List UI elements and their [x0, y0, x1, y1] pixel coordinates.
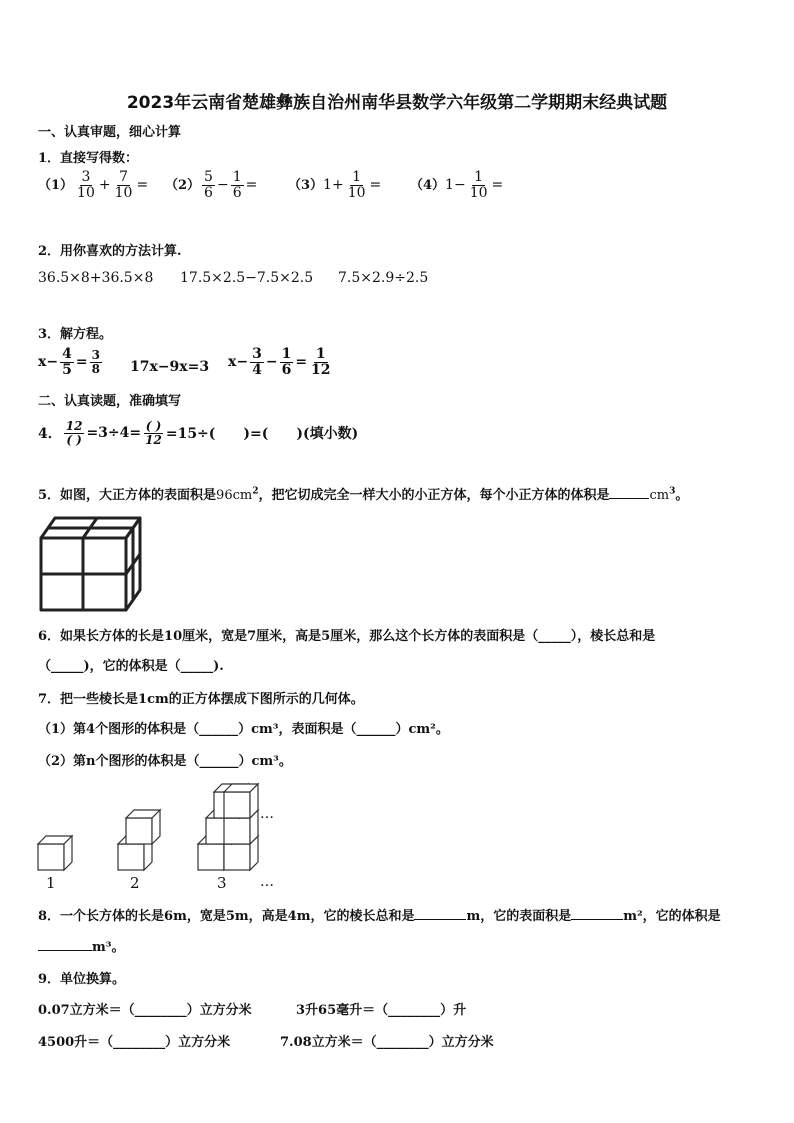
question-6-line-2: （_____)，它的体积是（_____). — [38, 659, 224, 674]
figure-label-1: 1 — [46, 874, 56, 892]
q2-expr-2: 17.5×2.5−7.5×2.5 — [180, 270, 314, 286]
section-heading-2: 二、认真读题，准确填写 — [38, 394, 182, 409]
figure-label-more: … — [260, 874, 274, 890]
figure-label-2: 2 — [130, 874, 140, 892]
q1-item-1: （1） $\frac{3}{10}$ + $\frac{7}{10}$ = — [38, 169, 149, 201]
question-7-line-1: 7．把一些棱长是1cm的正方体摆成下图所示的几何体。 — [38, 692, 364, 707]
stacked-cubes-figure — [36, 774, 286, 874]
question-2-label: 2．用你喜欢的方法计算. — [38, 244, 182, 259]
question-5: 5．如图，大正方体的表面积是$96cm^2$，把它切成完全一样大小的小正方体，每个小正方体的体积是 $cm^3$。 — [38, 486, 689, 503]
figure-label-3: 3 — [217, 874, 227, 892]
q9-conversion-4: 7.08立方米＝（________）立方分米 — [280, 1035, 494, 1050]
cube-figure — [36, 512, 146, 616]
question-4: 4． $\frac{12}{( )}$ =3÷4= $\frac{( )}{12}$ =15÷( )=( )(填小数) — [38, 419, 359, 447]
q2-expr-3: 7.5×2.9÷2.5 — [338, 270, 429, 286]
q3-equation-2: 17x−9x=3 — [130, 359, 210, 375]
question-8-line-1: 8．一个长方体的长是6m，宽是5m，高是4m，它的棱长总和是 m，它的表面积是 m²，它的体积是 — [38, 909, 721, 924]
question-6-line-1: 6．如果长方体的长是10厘米，宽是7厘米，高是5厘米，那么这个长方体的表面积是（_____），棱长总和是 — [38, 629, 656, 644]
q3-equation-3: x− $\frac{3}{4}$ − $\frac{1}{6}$ = $\frac{1}{12}$ — [228, 346, 331, 378]
sequence-dots: … — [260, 806, 274, 822]
q1-item-3: （3）1+ $\frac{1}{10}$ = — [288, 169, 382, 201]
question-7-line-3: （2）第n个图形的体积是（______）cm³。 — [38, 754, 292, 769]
question-8-line-2: m³。 — [38, 936, 124, 955]
question-1-label: 1．直接写得数： — [38, 151, 139, 166]
q1-item-4: （4）1− $\frac{1}{10}$ = — [410, 169, 504, 201]
q9-conversion-2: 3升65毫升＝（________）升 — [296, 1003, 467, 1018]
question-7-line-2: （1）第4个图形的体积是（______）cm³，表面积是（______）cm²。 — [38, 722, 449, 737]
q9-conversion-1: 0.07立方米＝（________）立方分米 — [38, 1003, 252, 1018]
question-9-label: 9．单位换算。 — [38, 972, 126, 987]
q2-expr-1: 36.5×8+36.5×8 — [38, 270, 154, 286]
q9-conversion-3: 4500升＝（________）立方分米 — [38, 1035, 231, 1050]
q1-item-2: （2） $\frac{5}{6}$ − $\frac{1}{6}$ = — [165, 169, 258, 201]
question-3-label: 3．解方程。 — [38, 327, 113, 342]
q3-equation-1: x− $\frac{4}{5}$ = $\frac{3}{8}$ — [38, 346, 100, 378]
section-heading-1: 一、认真审题，细心计算 — [38, 125, 182, 140]
page-title: 2023年云南省楚雄彝族自治州南华县数学六年级第二学期期末经典试题 — [126, 93, 668, 113]
